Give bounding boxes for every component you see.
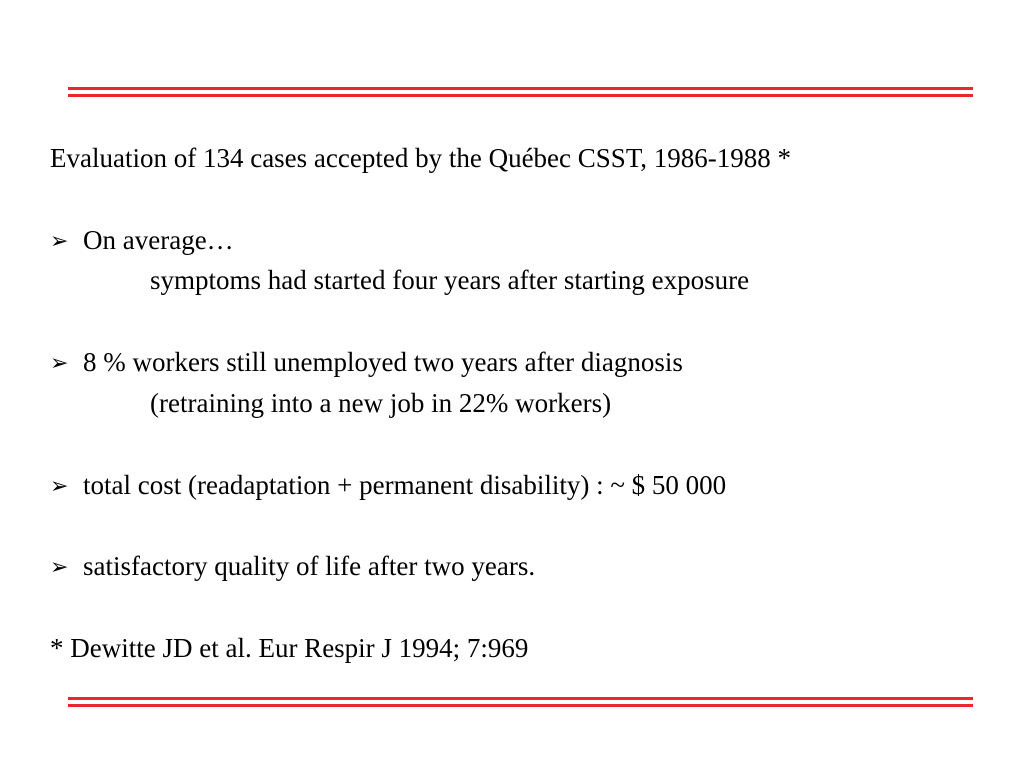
bullet-3-text: total cost (readaptation + permanent disability) : ~ $ 50 000 bbox=[83, 470, 727, 500]
bullet-1-text: On average… bbox=[83, 225, 234, 255]
bullet-4-text: satisfactory quality of life after two years. bbox=[83, 551, 536, 581]
slide-heading: Evaluation of 134 cases accepted by the Québec CSST, 1986-1988 * bbox=[50, 143, 792, 173]
bullet-2 bbox=[50, 346, 683, 380]
bullet-2-detail: (retraining into a new job in 22% workers) bbox=[150, 388, 612, 418]
bullet-3 bbox=[50, 469, 726, 503]
bullet-2-text: 8 % workers still unemployed two years after diagnosis bbox=[83, 347, 683, 377]
arrow-bullet-icon: ➢ bbox=[50, 555, 69, 580]
footnote-citation: * Dewitte JD et al. Eur Respir J 1994; 7:969 bbox=[50, 633, 529, 663]
bottom-divider-line-1 bbox=[68, 697, 973, 700]
top-divider-line-1 bbox=[68, 87, 973, 90]
top-divider-line-2 bbox=[68, 94, 973, 97]
bottom-divider-line-2 bbox=[68, 704, 973, 707]
arrow-bullet-icon: ➢ bbox=[50, 351, 69, 376]
arrow-bullet-icon: ➢ bbox=[50, 229, 69, 254]
bullet-4 bbox=[50, 550, 535, 584]
bullet-1 bbox=[50, 224, 234, 258]
bullet-1-detail: symptoms had started four years after starting exposure bbox=[150, 265, 750, 295]
bottom-divider bbox=[68, 697, 973, 709]
arrow-bullet-icon: ➢ bbox=[50, 474, 69, 499]
top-divider bbox=[68, 87, 973, 99]
